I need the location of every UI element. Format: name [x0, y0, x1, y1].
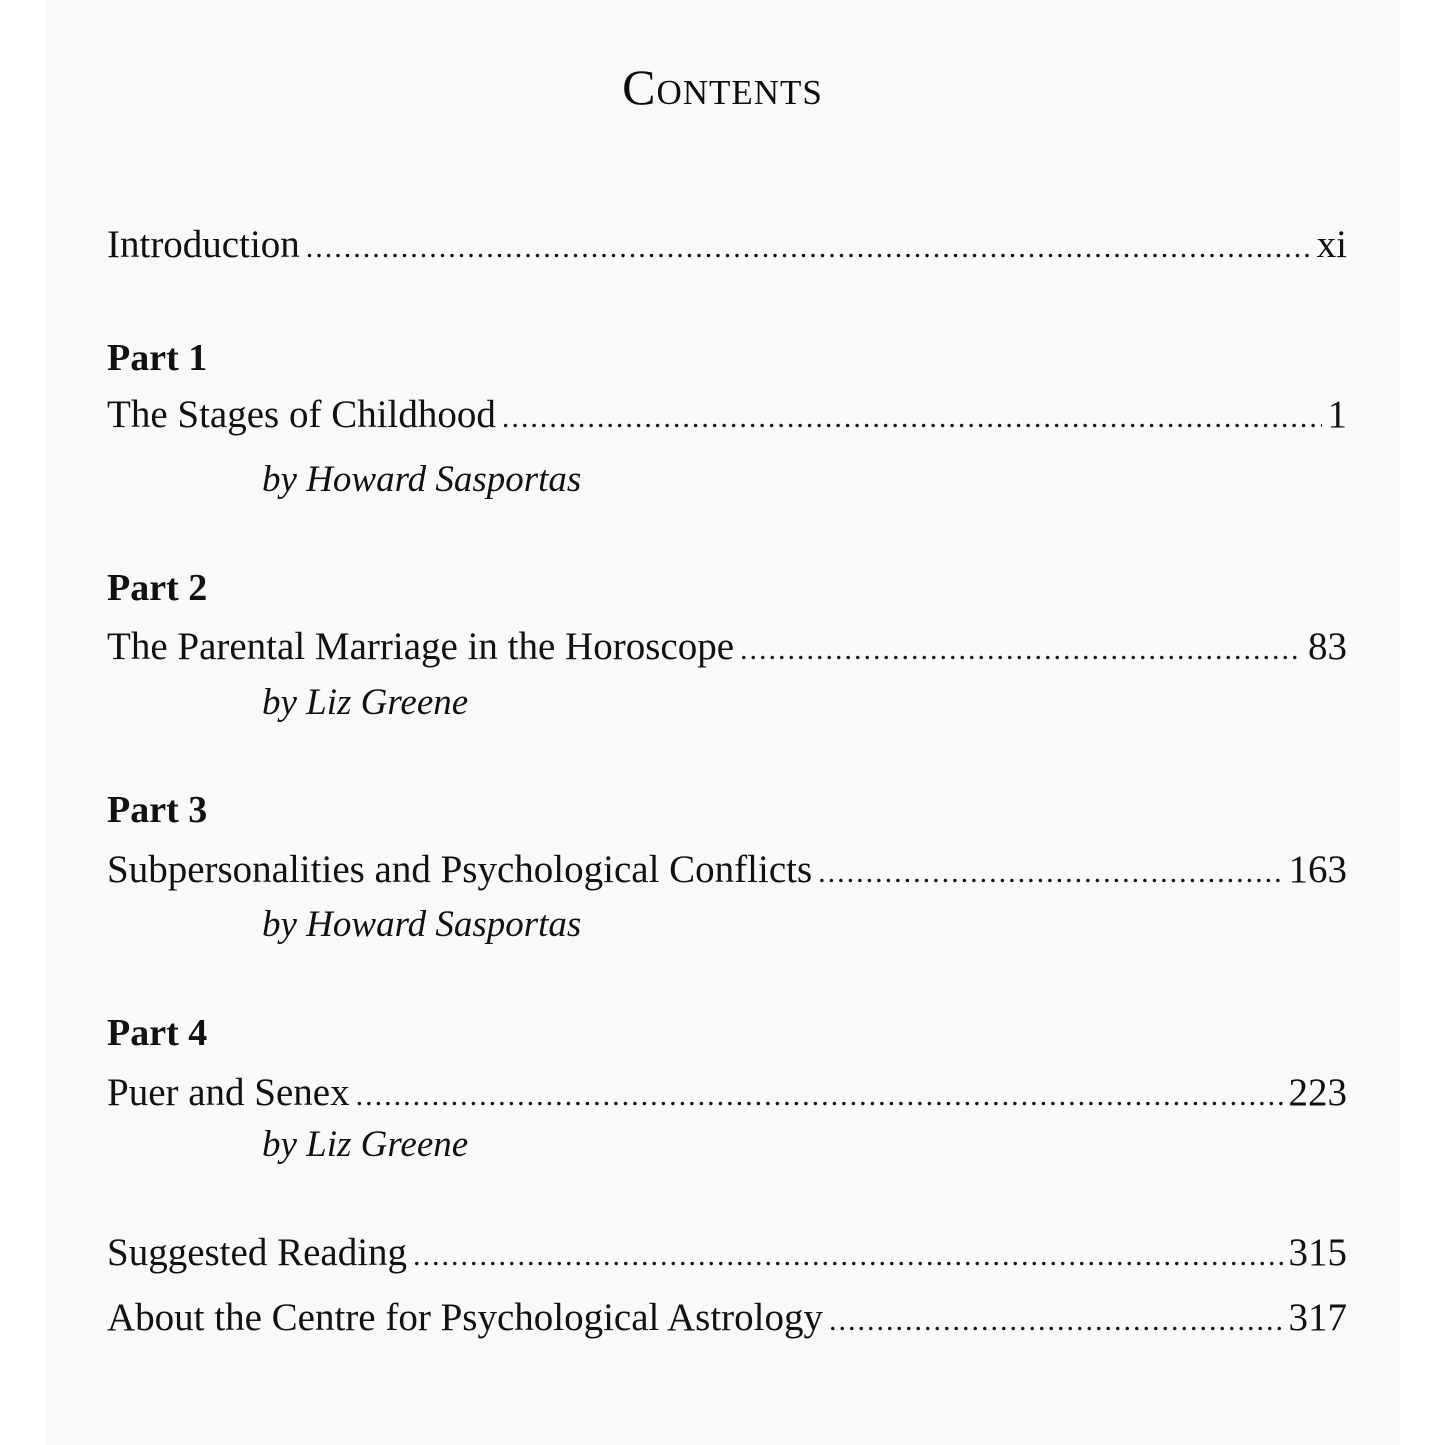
toc-entry-suggested-reading[interactable] [107, 1230, 1347, 1280]
toc-entry-part-2[interactable] [107, 624, 1347, 674]
toc-entry-label: About the Centre for Psychological Astrology [107, 1296, 823, 1339]
toc-entry-introduction[interactable] [107, 222, 1347, 272]
dot-leader [502, 401, 1322, 435]
toc-page-number: 83 [1308, 625, 1347, 668]
toc-entry-label: The Parental Marriage in the Horoscope [107, 625, 735, 668]
part-heading: Part 1 [107, 337, 208, 379]
dot-leader [413, 1239, 1282, 1273]
part-heading: Part 2 [107, 567, 208, 609]
toc-page-number: 1 [1327, 393, 1347, 436]
author-byline: by Howard Sasportas [262, 904, 582, 945]
dot-leader [829, 1304, 1283, 1338]
dot-leader [740, 633, 1302, 667]
toc-entry-part-1[interactable] [107, 392, 1347, 442]
book-page [45, 0, 1400, 1445]
author-byline: by Liz Greene [262, 1124, 469, 1165]
toc-page-number: xi [1316, 223, 1347, 266]
toc-page-number: 223 [1288, 1071, 1347, 1114]
toc-entry-label: Subpersonalities and Psychological Conflicts [107, 848, 813, 891]
toc-page-number: 317 [1288, 1296, 1347, 1339]
dot-leader [818, 856, 1282, 890]
toc-page-number: 315 [1288, 1231, 1347, 1274]
author-byline: by Liz Greene [262, 682, 469, 723]
part-heading: Part 4 [107, 1012, 208, 1054]
toc-entry-label: Puer and Senex [107, 1071, 350, 1114]
toc-entry-label: Suggested Reading [107, 1231, 408, 1274]
toc-entry-label: Introduction [107, 223, 300, 266]
toc-entry-part-3[interactable] [107, 847, 1347, 897]
part-heading: Part 3 [107, 789, 208, 831]
dot-leader [356, 1079, 1283, 1113]
toc-entry-part-4[interactable] [107, 1070, 1347, 1120]
toc-entry-label: The Stages of Childhood [107, 393, 496, 436]
toc-page-number: 163 [1288, 848, 1347, 891]
toc-entry-about-centre[interactable] [107, 1295, 1347, 1345]
author-byline: by Howard Sasportas [262, 459, 582, 500]
page-title: Contents [622, 59, 823, 115]
dot-leader [306, 231, 1311, 265]
